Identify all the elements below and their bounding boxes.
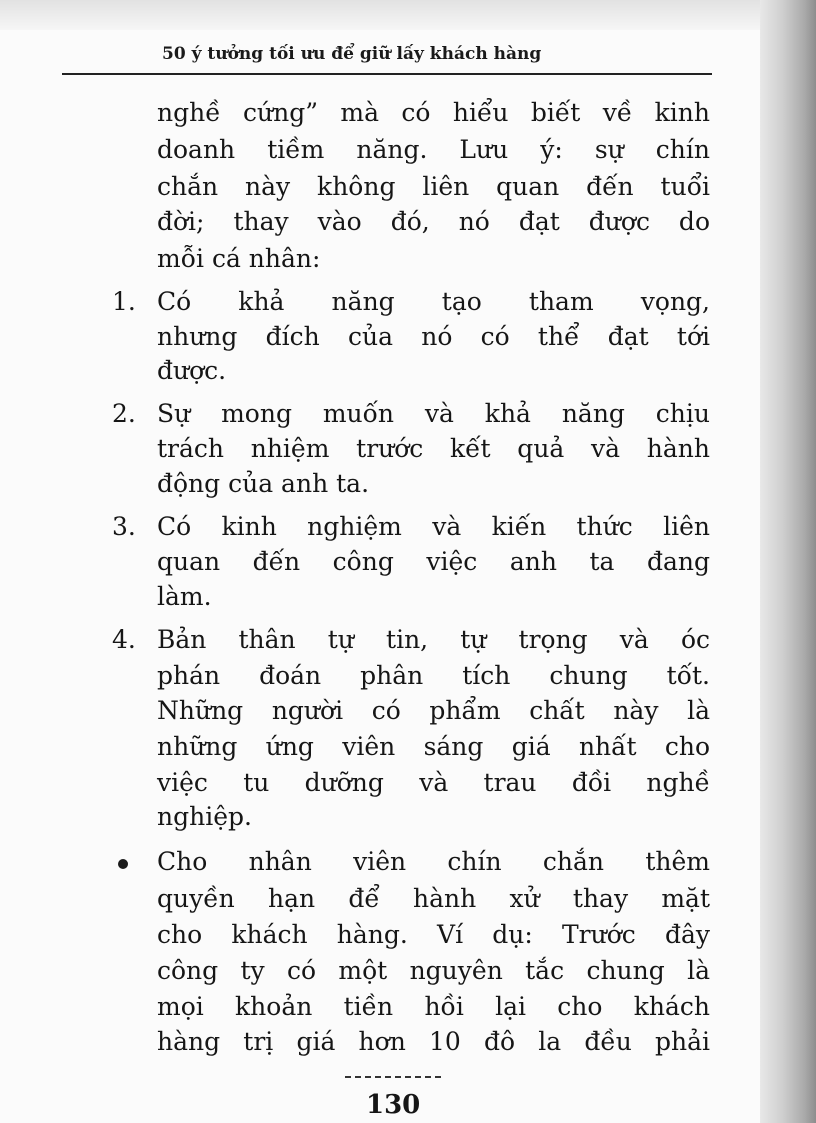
intro-line: nghề cứng” mà có hiểu biết về kinh	[157, 98, 710, 127]
list-item-line: nhưng đích của nó có thể đạt tới	[157, 322, 710, 351]
list-item-line: Bản thân tự tin, tự trọng và óc	[157, 625, 710, 654]
list-number: 4.	[112, 625, 136, 654]
list-item-line: làm.	[157, 582, 212, 611]
list-item-line: trách nhiệm trước kết quả và hành	[157, 434, 710, 463]
bullet-line: Cho nhân viên chín chắn thêm	[157, 847, 710, 876]
list-item-line: quan đến công việc anh ta đang	[157, 547, 710, 576]
scan-top-shadow	[0, 0, 770, 30]
list-number: 3.	[112, 512, 136, 541]
list-item-line: những ứng viên sáng giá nhất cho	[157, 732, 710, 761]
bullet-line: quyền hạn để hành xử thay mặt	[157, 884, 710, 913]
bullet-line: công ty có một nguyên tắc chung là	[157, 956, 710, 985]
list-item-line: nghiệp.	[157, 802, 252, 831]
intro-line: chắn này không liên quan đến tuổi	[157, 172, 710, 201]
bullet-point	[118, 859, 128, 869]
bullet-line: hàng trị giá hơn 10 đô la đều phải	[157, 1027, 710, 1056]
page-gutter-shadow	[760, 0, 816, 1123]
page-number: 130	[366, 1090, 421, 1120]
running-head: 50 ý tưởng tối ưu để giữ lấy khách hàng	[162, 44, 542, 64]
footer-dashes	[345, 1076, 441, 1078]
header-rule	[62, 73, 712, 75]
list-number: 1.	[112, 287, 136, 316]
list-number: 2.	[112, 399, 136, 428]
list-item-line: Những người có phẩm chất này là	[157, 696, 710, 725]
bullet-line: cho khách hàng. Ví dụ: Trước đây	[157, 920, 710, 949]
bullet-line: mọi khoản tiền hồi lại cho khách	[157, 992, 710, 1021]
intro-line: đời; thay vào đó, nó đạt được do	[157, 207, 710, 236]
list-item-line: động của anh ta.	[157, 469, 370, 498]
list-item-line: việc tu dưỡng và trau đồi nghề	[157, 768, 710, 797]
list-item-line: Sự mong muốn và khả năng chịu	[157, 399, 710, 428]
intro-line: mỗi cá nhân:	[157, 244, 321, 273]
list-item-line: Có kinh nghiệm và kiến thức liên	[157, 512, 710, 541]
list-item-line: được.	[157, 356, 227, 385]
list-item-line: phán đoán phân tích chung tốt.	[157, 661, 710, 690]
intro-line: doanh tiềm năng. Lưu ý: sự chín	[157, 135, 710, 164]
list-item-line: Có khả năng tạo tham vọng,	[157, 287, 710, 316]
